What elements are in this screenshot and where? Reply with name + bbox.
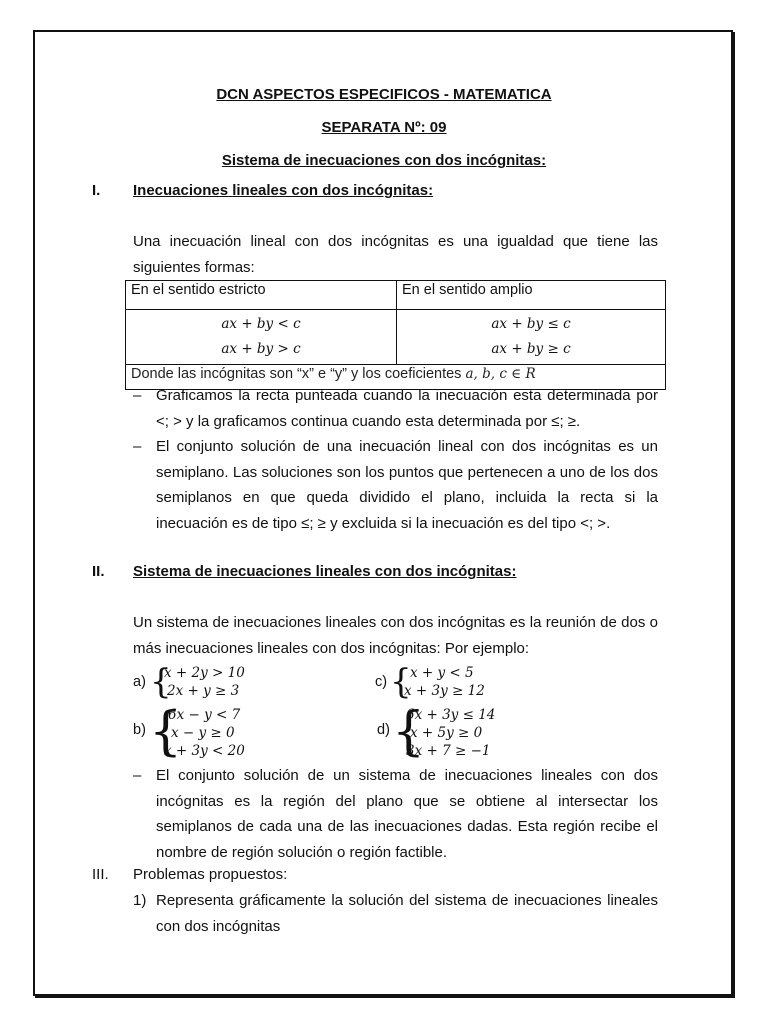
section-3-title: Problemas propuestos:	[133, 866, 288, 883]
section-1-intro: Una inecuación lineal con dos incógnitas es una igualdad que tiene las siguientes formas:	[133, 233, 658, 276]
document-title: DCN ASPECTOS ESPECIFICOS - MATEMATICA	[216, 86, 552, 103]
system-c-brace: {	[390, 662, 412, 702]
section-2-title: Sistema de inecuaciones lineales con dos incógnitas:	[133, 563, 517, 580]
system-c-eq-2: x + 3y ≥ 12	[404, 683, 485, 699]
broad-form-1: ax + by ≤ c	[491, 316, 571, 332]
section-2-number: II.	[92, 563, 105, 580]
system-a-brace: {	[150, 662, 172, 702]
system-c-label: c)	[375, 674, 388, 690]
bullet-dashed-line: – Graficamos la recta punteada cuando la inecuación esta determinada por <; > y la graficamos continua cuando esta determinada por ≤; ≥.	[133, 387, 658, 430]
section-1-title: Inecuaciones lineales con dos incógnitas:	[133, 182, 434, 199]
system-c-eq-1: x + y < 5	[410, 665, 474, 681]
table-header-strict: En el sentido estricto	[126, 281, 397, 310]
system-d-eq-2: x + 5y ≥ 0	[410, 725, 483, 741]
system-b-eq-3: x + 3y < 20	[164, 743, 245, 759]
table-cell-strict	[126, 310, 397, 365]
system-a-eq-1: x + 2y > 10	[164, 665, 245, 681]
section-3-number: III.	[92, 866, 109, 883]
strict-form-1: ax + by < c	[221, 316, 301, 332]
broad-form-2: ax + by ≥ c	[491, 341, 571, 357]
system-d-eq-1: 6x + 3y ≤ 14	[406, 707, 496, 723]
system-d-brace: {	[392, 702, 426, 762]
bullet-solution-set: – El conjunto solución de una inecuación lineal con dos incógnitas es un semiplano. Las soluciones son los puntos que pertenecen a uno de los dos semiplanos en que queda dividido el plano, incluida la recta si la inecuación es de tipo ≤; ≥ y excluida si la inecuación es del tipo <; >.	[133, 438, 658, 532]
inequality-forms-table	[125, 280, 666, 390]
problem-item-1: 1) Representa gráficamente la solución del sistema de inecuaciones lineales con dos incógnitas	[133, 892, 658, 935]
separata-number: SEPARATA Nº: 09	[321, 119, 447, 136]
system-b-eq-2: x − y ≥ 0	[171, 725, 235, 741]
strict-form-2: ax + by > c	[221, 341, 301, 357]
document-subtitle: Sistema de inecuaciones con dos incógnitas:	[221, 152, 547, 169]
system-d-eq-3: 3x + 7 ≥ −1	[406, 743, 491, 759]
system-b-eq-1: 6x − y < 7	[168, 707, 241, 723]
table-header-broad: En el sentido amplio	[397, 281, 666, 310]
bullet-system-solution: – El conjunto solución de un sistema de inecuaciones lineales con dos incógnitas es la región del plano que se obtiene al intersectar los semiplanos de cada una de las inecuaciones dadas. Esta región recibe el nombre de región solución o región factible.	[133, 767, 658, 861]
section-1-number: I.	[92, 182, 101, 199]
table-cell-broad	[397, 310, 666, 365]
system-b-brace: {	[149, 702, 183, 762]
system-d-label: d)	[377, 722, 390, 738]
table-note: Donde las incógnitas son “x” e “y” y los coeficientes a, b, c ∈ R	[126, 365, 666, 390]
system-a-eq-2: 2x + y ≥ 3	[167, 683, 240, 699]
system-a-label: a)	[133, 674, 146, 690]
section-2-intro: Un sistema de inecuaciones lineales con dos incógnitas es la reunión de dos o más inecuaciones lineales con dos incógnitas: Por ejemplo:	[133, 614, 658, 657]
system-b-label: b)	[133, 722, 146, 738]
